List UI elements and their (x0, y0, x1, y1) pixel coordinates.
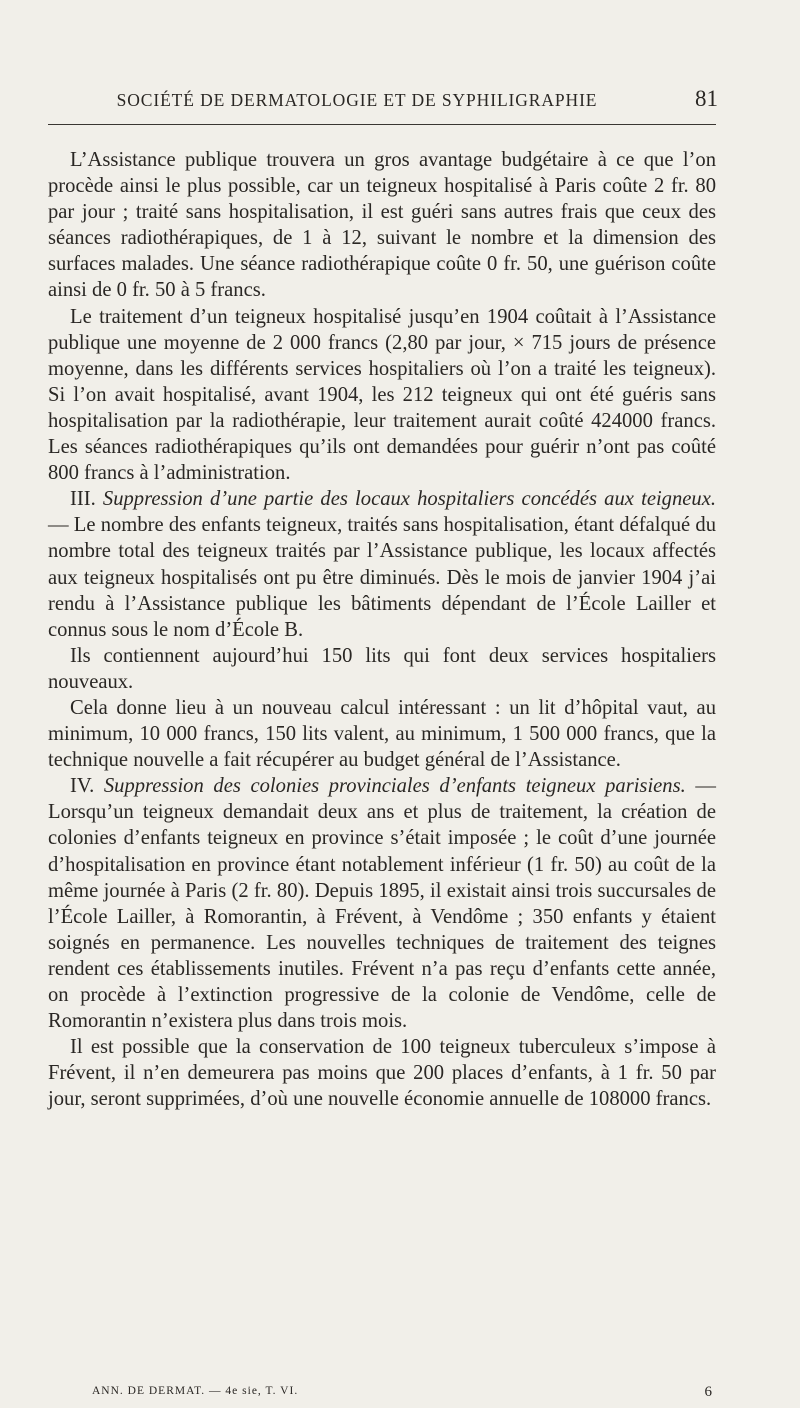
page-number: 81 (695, 86, 718, 111)
running-head (48, 86, 718, 116)
section-heading: Suppression des colonies provinciales d’enfants teigneux parisiens. (103, 775, 686, 798)
paragraph-text: Cela donne lieu à un nouveau calcul intéressant : un lit d’hôpital vaut, au minimum, 10 000 francs, 150 lits valent, au minimum, 1 500 000 francs, que la technique nouvelle a fait récupérer au budget général de l’Assistance. (48, 696, 716, 772)
paragraph (48, 643, 716, 695)
body-text (48, 147, 716, 1112)
paragraph (48, 773, 716, 1034)
paragraph (48, 147, 716, 304)
paragraph-text: L’Assistance publique trouvera un gros avantage budgétaire à ce que l’on procède ainsi le plus possible, car un teigneux hospitalisé à Paris coûte 2 fr. 80 par jour ; traité sans hospitalisation, il est guéri sans autres frais que ceux des séances radiothérapiques, de 1 à 12, suivant le nombre et la dimension des surfaces malades. Une séance radiothérapique coûte 0 fr. 50, une guérison coûte ainsi de 0 fr. 50 à 5 francs. (48, 149, 716, 302)
header-rule (48, 124, 716, 125)
paragraph-text: Ils contiennent aujourd’hui 150 lits qui font deux services hospitaliers nouveaux. (48, 644, 716, 693)
journal-signature: ANN. DE DERMAT. — 4e sie, T. VI. (92, 1385, 299, 1397)
page-footer (92, 1384, 712, 1404)
paragraph (48, 304, 716, 487)
running-title: SOCIÉTÉ DE DERMATOLOGIE ET DE SYPHILIGRAPHIE (116, 90, 598, 110)
paragraph (48, 695, 716, 773)
paragraph-text: — Le nombre des enfants teigneux, traités sans hospitalisation, étant défalqué du nombre total des teigneux traités par l’Assistance publique, les locaux affectés aux teigneux hospitalisés ont pu être diminués. Dès le mois de janvier 1904 j’ai rendu à l’Assistance publique les bâtiments dépendant de l’École Lailler et connus sous le nom d’École B. (48, 514, 716, 641)
section-heading: Suppression d’une partie des locaux hospitaliers concédés aux teigneux. (102, 488, 716, 511)
paragraph-text: Le traitement d’un teigneux hospitalisé jusqu’en 1904 coûtait à l’Assistance publique une moyenne de 2 000 francs (2,80 par jour, × 715 jours de présence moyenne, dans les différents services hospitaliers où l’on a traité les teigneux). Si l’on avait hospitalisé, avant 1904, les 212 teigneux qui ont été guéris sans hospitalisation par la radiothérapie, leur traitement aurait coûté 424000 francs. Les séances radiothérapiques qu’ils ont demandées pour guérir n’ont pas coûté 800 francs à l’administration. (48, 305, 716, 485)
paragraph-lead: III. (70, 488, 103, 511)
paragraph (48, 1034, 716, 1112)
paragraph-lead: IV. (70, 775, 104, 798)
paragraph-text: Il est possible que la conservation de 100 teigneux tuberculeux s’impose à Frévent, il n’en demeurera pas moins que 200 places d’enfants, à 1 fr. 50 par jour, seront supprimées, d’où une nouvelle économie annuelle de 108000 francs. (48, 1036, 716, 1111)
paragraph (48, 486, 716, 643)
gathering-signature: 6 (704, 1384, 712, 1400)
paragraph-text: — Lorsqu’un teigneux demandait deux ans et plus de traitement, la création de colonies d’enfants teigneux en province s’était imposée ; le coût d’une journée d’hospitalisation en province étant notablement inférieur (1 fr. 50) au coût de la même journée à Paris (2 fr. 80). Depuis 1895, il existait ainsi trois succursales de l’École Lailler, à Romorantin, à Frévent, à Vendôme ; 350 enfants y étaient soignés en permanence. Les nouvelles techniques de traitement des teignes rendent ces établissements inutiles. Frévent n’a pas reçu d’enfants cette année, on procède à l’extinction progressive de la colonie de Vendôme, celle de Romorantin n’existera plus dans trois mois. (48, 775, 716, 1033)
